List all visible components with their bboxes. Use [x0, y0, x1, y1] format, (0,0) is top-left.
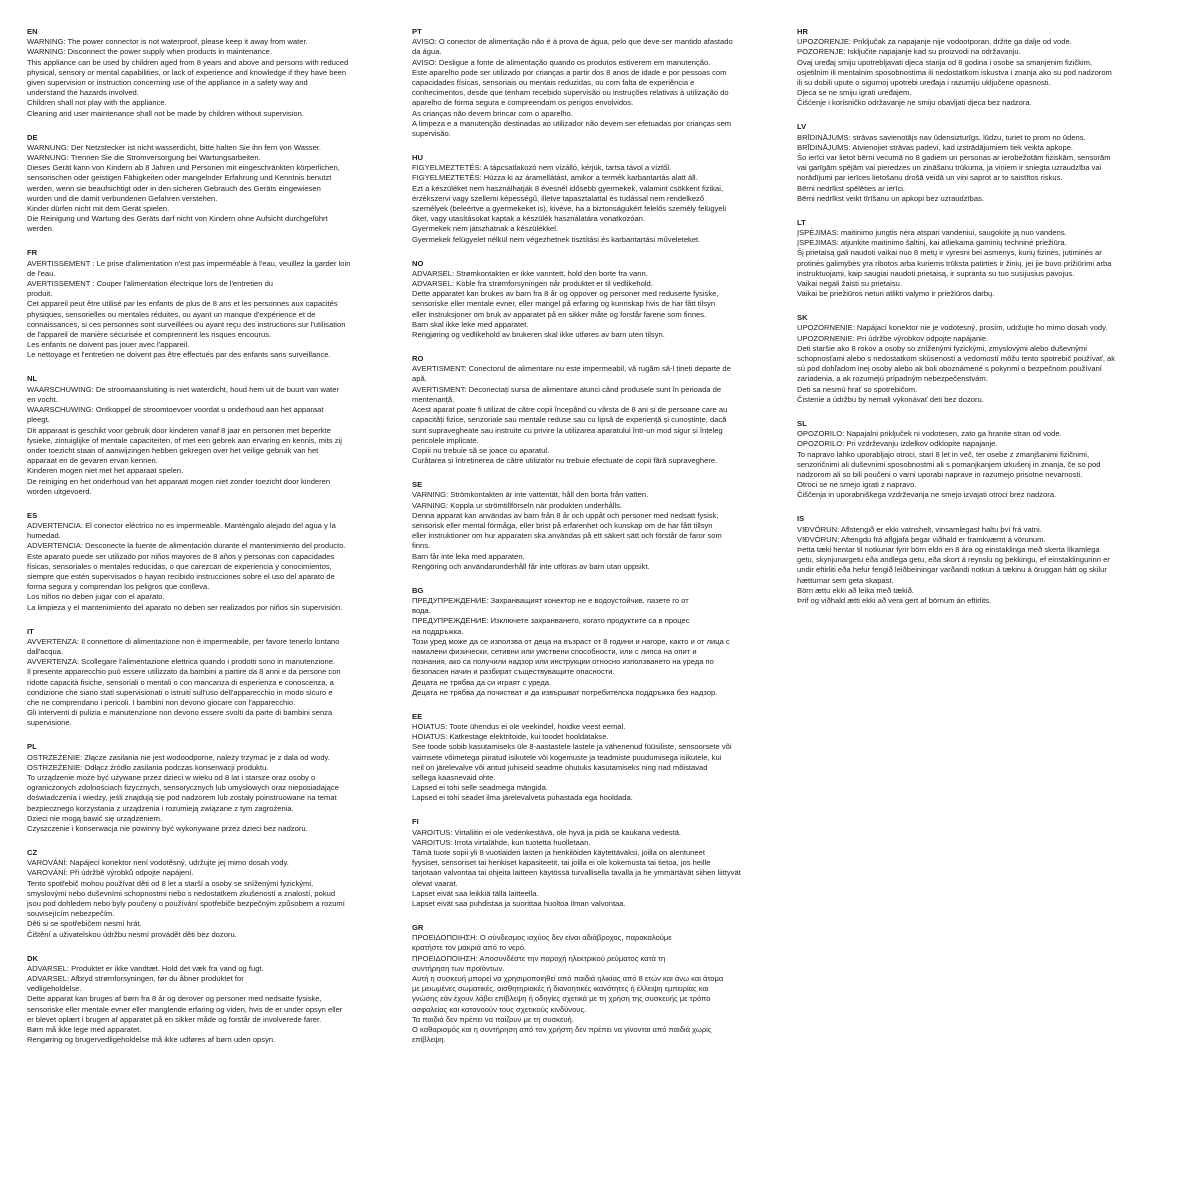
- warning-text-line: Rengjøring og vedlikehold av brukeren skal ikke utføres av barn uten tilsyn.: [412, 330, 665, 340]
- warning-text-line: Children shall not play with the appliance.: [27, 98, 167, 108]
- warning-text-line: Kinder dürfen nicht mit dem Gerät spielen.: [27, 204, 170, 214]
- warning-text-line: sensorisk eller mental förmåga, eller brist på erfarenhet och kunskap om de har fått tillsyn: [412, 520, 713, 530]
- warning-text-line: vai garīgām spējām vai pieredzes un zināšanu trūkuma, ja viņiem ir sniegta uzraudzība vai: [797, 163, 1102, 173]
- warning-text-line: érzékszervi vagy szellemi képességű, illetve tapasztalattal és tudással nem rendelkező: [412, 193, 705, 203]
- warning-text-line: на поддръжка.: [412, 626, 464, 636]
- warning-text-line: hætturnar sem geta skapast.: [797, 575, 894, 585]
- language-section-fr: [27, 248, 395, 360]
- warning-text-line: Þetta tæki hentar til notkunar fyrir börn eldri en 8 ára og einstaklinga með skerta líkamlega: [797, 544, 1100, 554]
- warning-text-line: VIÐVÖRUN: Aftengdu frá aflgjafa þegar viðhald er framkvæmt á vörunum.: [797, 534, 1046, 544]
- warning-text-line: produit.: [27, 289, 53, 299]
- warning-text-line: senzoričnimi ali duševnimi sposobnostmi ali s pomanjkanjem izkušenj in znanja, če so pod: [797, 459, 1101, 469]
- warning-text-line: VIÐVÖRUN: Aflstengið er ekki vatnshelt, vinsamlegast haltu því frá vatni.: [797, 524, 1042, 534]
- warning-text-line: Čišćenje i korisničko održavanje ne smiju obavljati djeca bez nadzora.: [797, 98, 1032, 108]
- warning-text-line: VAROVÁNÍ: Při údržbě výrobků odpojte napájení.: [27, 868, 194, 878]
- language-section-bg: [412, 586, 780, 698]
- language-code: BG: [412, 585, 424, 595]
- warning-text-line: condizione che siano stati supervisionati o istruiti sull'uso dell'apparecchio in modo sicuro e: [27, 687, 333, 697]
- language-section-ee: [412, 712, 780, 804]
- warning-text-line: A limpeza e a manutenção destinadas ao utilizador não devem ser efetuadas por crianças sem: [412, 118, 732, 128]
- warning-text-line: AVERTISSEMENT : Le prise d'alimentation n'est pas imperméable à l'eau, veuillez la garder loin: [27, 258, 351, 268]
- warning-text-line: Rengöring och användarunderhåll får inte utföras av barn utan uppsikt.: [412, 561, 650, 571]
- warning-text-line: Dette apparatet kan brukes av barn fra 8 år og oppover og personer med reduserte fysiske,: [412, 289, 719, 299]
- warning-text-line: Deti staršie ako 8 rokov a osoby so zníženými fyzickými, zmyslovými alebo duševnými: [797, 343, 1087, 353]
- language-section-sk: [797, 313, 1173, 405]
- warning-text-line: Rengøring og brugervedligeholdelse må ikke udføres af børn uden opsyn.: [27, 1035, 276, 1045]
- warning-text-line: OPOZORILO: Napajalni priključek ni vodotesen, zato ga hranite stran od vode.: [797, 429, 1062, 439]
- warning-text-line: de l'appareil de manière sécurisée et comprennent les risques encourus.: [27, 330, 272, 340]
- language-code: LV: [797, 122, 807, 132]
- language-section-es: [27, 511, 395, 613]
- warning-text-line: wurden und die damit verbundenen Gefahren verstehen.: [27, 193, 218, 203]
- warning-text-line: norādījumi par ierīces lietošanu drošā veidā un viņi saprot ar to saistītos riskus.: [797, 173, 1063, 183]
- warning-text-line: Los niños no deben jugar con el aparato.: [27, 592, 165, 602]
- warning-text-line: sensoriske eller mentale evner eller manglende erfaring og viden, hvis de er under opsyn eller: [27, 1004, 343, 1014]
- warning-text-line: siempre que estén supervisados o hayan recibido instrucciones sobre el uso del aparato de: [27, 571, 335, 581]
- language-code: EE: [412, 711, 423, 721]
- warning-text-line: με μειωμένες σωματικές, αισθητηριακές ή διανοητικές ικανότητες ή έλλειψη εμπειρίας και: [412, 984, 709, 994]
- warning-text-line: AVVERTENZA: Scollegare l'alimentazione elettrica quando i prodotti sono in manutenzione.: [27, 657, 336, 667]
- warning-text-line: намалени физически, сетивни или умствени способности, или с липса на опит и: [412, 646, 697, 656]
- language-code: EN: [27, 27, 38, 36]
- warning-text-line: Vaikai negali žaisti su prietaisu.: [797, 279, 902, 289]
- warning-text-line: Tento spotřebič mohou používat děti od 8 let a starší a osoby se sníženými fyzickými,: [27, 878, 314, 888]
- warning-text-line: ADVARSEL: Koble fra strømforsyningen når produktet er til vedlikehold.: [412, 279, 653, 289]
- warning-text-line: VAROITUS: Irrota virtalähde, kun tuotetta huolletaan.: [412, 837, 591, 847]
- warning-text-line: Šo ierīci var lietot bērni vecumā no 8 gadiem un personas ar ierobežotām fiziskām, sensorām: [797, 153, 1111, 163]
- language-code: NO: [412, 258, 424, 268]
- warning-text-line: επίβλεψη.: [412, 1035, 446, 1045]
- warning-text-line: ADVARSEL: Produktet er ikke vandtæt. Hold det væk fra vand og fugt.: [27, 963, 264, 973]
- warning-text-line: вода.: [412, 606, 431, 616]
- language-code: PL: [27, 742, 37, 752]
- language-section-it: [27, 627, 395, 729]
- warning-text-line: de l'eau.: [27, 268, 56, 278]
- warning-text-line: To napravo lahko uporabljajo otroci, stari 8 let in več, ter osebe z zmanjšanimi fizičnimi,: [797, 449, 1090, 459]
- language-code: IS: [797, 514, 805, 524]
- warning-text-line: ĮSPĖJIMAS: maitinimo jungtis nėra atspari vandeniui, saugokite ją nuo vandens.: [797, 228, 1067, 238]
- warning-text-line: pleegt.: [27, 415, 50, 425]
- language-section-pl: [27, 742, 395, 834]
- warning-text-line: capacidades físicas, sensoriais ou mentais reduzidas, ou com falta de experiência e: [412, 78, 695, 88]
- warning-text-line: POZORENJE: Isključite napajanje kad su proizvodi na održavanju.: [797, 47, 1021, 57]
- warning-text-line: forma segura y comprendan los peligros que conlleva.: [27, 582, 210, 592]
- warning-text-line: supervisão.: [412, 129, 451, 139]
- warning-text-line: understand the hazards involved.: [27, 88, 139, 98]
- language-code: HU: [412, 153, 423, 163]
- warning-text-line: To urządzenie może być używane przez dzieci w wieku od 8 lat i starsze oraz osoby o: [27, 772, 316, 782]
- warning-text-line: worden uitgevoerd.: [27, 486, 92, 496]
- warning-text-line: Čistenie a údržbu by nemali vykonávať deti bez dozoru.: [797, 394, 984, 404]
- warning-text-line: Cet appareil peut être utilisé par les enfants de plus de 8 ans et les personnes aux capacités: [27, 299, 338, 309]
- warning-text-line: Die Reinigung und Wartung des Geräts darf nicht von Kindern ohne Aufsicht durchgeführt: [27, 214, 328, 224]
- warning-text-line: WAARSCHUWING: Ontkoppel de stroomtoevoer voordat u onderhoud aan het apparaat: [27, 405, 324, 415]
- warning-text-line: OSTRZEŻENIE: Odłącz źródło zasilania podczas konserwacji produktu.: [27, 762, 269, 772]
- warning-text-line: Tämä tuote sopii yli 8 vuotiaiden lasten ja henkilöiden käytettäväksi, joilla on alentuneet: [412, 848, 705, 857]
- warning-text-line: Czyszczenie i konserwacja nie powinny być wykonywane przez dzieci bez nadzoru.: [27, 824, 308, 833]
- warning-text-line: physiques, sensorielles ou mentales réduites, ou ayant un manque d'expérience et de: [27, 309, 316, 319]
- warning-text-line: Lapsed ei tohi seadet ilma järelevalveta puhastada ega hooldada.: [412, 793, 633, 803]
- warning-text-line: osjetilnim ili mentalnim sposobnostima ili nedostatkom iskustva i znanja ako su pod nadzorom: [797, 67, 1112, 77]
- warning-text-line: apă.: [412, 374, 427, 384]
- warning-text-line: Les enfants ne doivent pas jouer avec l'appareil.: [27, 340, 190, 350]
- warning-text-line: Acest aparat poate fi utilizat de către copii începând cu vârsta de 8 ani și de persoane care au: [412, 405, 728, 415]
- warning-text-line: ĮSPĖJIMAS: atjunkite maitinimo šaltinį, kai atliekama gaminių techninė priežiūra.: [797, 238, 1067, 248]
- warning-text-line: Lapsed ei tohi selle seadmega mängida.: [412, 783, 548, 793]
- warning-text-line: AVERTISMENT: Conectorul de alimentare nu este impermeabil, vă rugăm să-l țineți departe de: [412, 364, 731, 374]
- warning-text-line: ridotte capacità fisiche, sensoriali o mentali o con mancanza di esperienza e conoscenza, a: [27, 677, 334, 687]
- warning-text-line: capacități fizice, senzoriale sau mentale reduse sau cu lipsă de experiență și cunoștințe, dacă: [412, 415, 727, 425]
- warning-text-line: See toode sobib kasutamiseks üle 8-aastastele lastele ja vähenenud füüsiliste, sensoorsete või: [412, 742, 732, 752]
- warning-text-line: físicas, sensoriales o mentales reducidas, o que carezcan de experiencia y conocimientos,: [27, 561, 332, 571]
- language-section-hu: [412, 153, 780, 245]
- warning-text-line: neil on järelevalve või antud juhiseid seadme ohutuks kasutamiseks ning nad mõistavad: [412, 762, 708, 772]
- warning-text-line: eller instruksjoner om bruk av apparatet på en sikker måte og forstår farene som finnes.: [412, 309, 707, 319]
- warning-text-line: FIGYELMEZTETÉS: Húzza ki az áramellátást, amikor a termék karbantartás alatt áll.: [412, 173, 698, 183]
- warning-text-line: Cleaning and user maintenance shall not be made by children without supervision.: [27, 108, 304, 118]
- language-section-de: [27, 133, 395, 235]
- warning-text-line: aparelho de forma segura e compreendam os perigos envolvidos.: [412, 98, 634, 108]
- warning-text-line: As crianças não devem brincar com o aparelho.: [412, 108, 573, 118]
- warning-text-line: onder toezicht staan of aanwijzingen hebben gekregen over het veilige gebruik van het: [27, 445, 319, 455]
- warning-text-line: Dzieci nie mogą bawić się urządzeniem.: [27, 813, 163, 823]
- warning-text-line: Šį prietaisą gali naudoti vaikai nuo 8 metų ir vyresni bei asmenys, kurių fizinės, jutiminės ar: [797, 248, 1102, 258]
- warning-text-line: ΠΡΟΕΙΔΟΠΟΙΗΣΗ: Ο σύνδεσμος ισχύος δεν είναι αδιάβροχος, παρακαλούμε: [412, 933, 672, 943]
- warning-text-line: Αυτή η συσκευή μπορεί να χρησιμοποιηθεί από παιδιά ηλικίας από 8 ετών και άνω και άτομα: [412, 974, 724, 984]
- warning-text-line: ili su dobili upute o sigurnoj upotrebi uređaja i razumiju uključene opasnosti.: [797, 78, 1051, 88]
- warning-text-line: UPOZORNENIE: Napájací konektor nie je vodotesný, prosím, udržujte ho mimo dosah vody.: [797, 323, 1108, 333]
- language-code: FI: [412, 817, 419, 827]
- warning-text-line: che ne comprendano i pericoli. I bambini non devono giocare con l'apparecchio.: [27, 697, 296, 707]
- language-code: SK: [797, 313, 808, 323]
- warning-text-line: WARNING: The power connector is not waterproof, please keep it away from water.: [27, 37, 308, 47]
- warning-text-line: connaissances, si ces personnes sont surveillées ou ayant reçu des instructions sur l'utilisation: [27, 319, 346, 329]
- warning-text-line: Deti sa nesmú hrať so spotrebičom.: [797, 384, 918, 394]
- warning-text-line: AVERTISMENT: Deconectați sursa de alimentare atunci când produsele sunt în perioada de: [412, 384, 722, 394]
- language-section-dk: [27, 954, 395, 1046]
- language-section-gr: [412, 923, 780, 1045]
- warning-text-line: Gyermekek felügyelet nélkül nem végezhetnek tisztítási és karbantartási műveleteket.: [412, 234, 701, 244]
- warning-text-line: HOIATUS: Katkestage elektritoide, kui toodet hooldatakse.: [412, 732, 609, 742]
- language-section-cz: [27, 848, 395, 940]
- language-code: LT: [797, 217, 806, 227]
- warning-text-line: apparaat en de gevaren ervan kennen.: [27, 456, 158, 466]
- warning-text-line: ΠΡΟΕΙΔΟΠΟΙΗΣΗ: Αποσυνδέστε την παροχή ηλεκτρικού ρεύματος κατά τη: [412, 953, 666, 963]
- warning-text-line: sú pod dohľadom inej osoby alebo ak boli oboznámené s pokynmi o bezpečnom používaní: [797, 364, 1102, 374]
- warning-text-line: Децата не трябва да си играят с уреда.: [412, 677, 552, 687]
- warning-text-line: sellega kaasnevaid ohte.: [412, 772, 496, 782]
- warning-text-line: Djeca se ne smiju igrati uređajem.: [797, 88, 912, 98]
- warning-text-line: συντήρηση των προϊόντων.: [412, 963, 505, 973]
- warning-text-line: Děti si se spotřebičem nesmí hrát.: [27, 919, 142, 929]
- warning-text-line: schopnosťami alebo s nedostatkom skúseností a vedomostí môžu tento spotrebič používať, ak: [797, 354, 1116, 364]
- warning-text-line: smyslovými nebo duševními schopnostmi nebo s nedostatkem zkušeností a znalostí, pokud: [27, 888, 336, 898]
- warning-text-line: given supervision or instruction concerning use of the appliance in a safety way and: [27, 78, 308, 88]
- warning-text-line: fysieke, zintuiglijke of mentale capaciteiten, of met een gebrek aan ervaring en kennis, mits zij: [27, 435, 342, 445]
- language-section-lv: [797, 122, 1173, 204]
- warning-text-line: De reiniging en het onderhoud van het apparaat mogen niet zonder toezicht door kinderen: [27, 476, 331, 486]
- warning-text-line: VARNING: Koppla ur strömtillförseln när produkten underhålls.: [412, 500, 623, 510]
- language-code: IT: [27, 626, 34, 636]
- column-left: [27, 27, 395, 1059]
- column-right: [797, 27, 1173, 620]
- warning-text-line: γνώσης εάν έχουν λάβει επίβλεψη ή οδηγίες σχετικά με τη χρήση της συσκευής με τρόπο: [412, 994, 711, 1004]
- warning-text-line: physical, sensory or mental capabilities, or lack of experience and knowledge if they have been: [27, 67, 347, 77]
- warning-text-line: AVERTISSEMENT : Couper l'alimentation électrique lors de l'entretien du: [27, 279, 274, 289]
- language-code: GR: [412, 923, 424, 933]
- warning-text-line: olevat vaarat.: [412, 878, 458, 888]
- warning-text-line: souvisejícím nebezpečím.: [27, 909, 115, 919]
- warning-text-line: Børn må ikke lege med apparatet.: [27, 1025, 142, 1035]
- warning-text-line: ograniczonych zdolnościach fizycznych, sensorycznych lub umysłowych oraz nieposiadające: [27, 783, 339, 793]
- warning-text-line: Dit apparaat is geschikt voor gebruik door kinderen vanaf 8 jaar en personen met beperkte: [27, 425, 331, 435]
- warning-text-line: безопасен начин и разбират съществуващите опасности.: [412, 667, 615, 677]
- warning-text-line: doświadczenia i wiedzy, jeśli znajdują się pod nadzorem lub zostały poinstruowane na temat: [27, 793, 337, 803]
- language-section-pt: [412, 27, 780, 139]
- warning-text-line: Curățarea și întreținerea de către utilizator nu trebuie efectuate de copii fără supraveghere.: [412, 456, 718, 466]
- warning-text-line: AVVERTENZA: Il connettore di alimentazione non è impermeabile, per favore tenerlo lontano: [27, 636, 340, 646]
- warning-text-line: ADVARSEL: Strømkontakten er ikke vanntett, hold den borte fra vann.: [412, 268, 648, 278]
- language-section-hr: [797, 27, 1173, 109]
- warning-text-line: BRĪDINĀJUMS: strāvas savienotājs nav ūdensizturīgs, lūdzu, turiet to prom no ūdens.: [797, 132, 1086, 142]
- warning-text-line: Ezt a készüléket nem használhatják 8 évesnél idősebb gyermekek, valamint csökkent fizikai,: [412, 183, 724, 193]
- language-code: RO: [412, 354, 424, 364]
- warning-text-line: pericolele implicate.: [412, 435, 479, 445]
- warning-text-line: sensoriske eller mentale evner, eller mangel på erfaring og kunnskap hvis de har fått tilsyn: [412, 299, 716, 309]
- warning-text-line: fyysiset, sensoriset tai henkiset kapasiteetit, tai joilla ei ole kokemusta tai tietoa, jos heille: [412, 858, 711, 868]
- warning-text-line: Copiii nu trebuie să se joace cu aparatul.: [412, 445, 550, 455]
- warning-text-line: eller instruktioner om hur apparaten ska användas på ett säkert sätt och förstår de faror som: [412, 531, 722, 541]
- warning-text-line: werden.: [27, 224, 55, 234]
- warning-text-line: Barn får inte leka med apparaten.: [412, 551, 525, 561]
- warning-text-line: supervisione.: [27, 718, 72, 728]
- warning-text-line: humedad.: [27, 531, 61, 541]
- warning-text-line: La limpieza y el mantenimiento del aparato no deben ser realizados por niños sin supervisión.: [27, 602, 343, 612]
- warning-text-line: VAROVÁNÍ: Napájecí konektor není vodotěsný, udržujte jej mimo dosah vody.: [27, 858, 289, 868]
- warning-text-line: Il presente apparecchio può essere utilizzato da bambini a partire da 8 anni e da persone con: [27, 667, 341, 677]
- warning-text-line: ADVARSEL: Afbryd strømforsyningen, før du åbner produktet for: [27, 974, 244, 984]
- warning-text-line: UPOZORENJE: Priključak za napajanje nije vodootporan, držite ga dalje od vode.: [797, 37, 1072, 47]
- warning-text-line: познания, ако са получили надзор или инструкции относно използването на уреда по: [412, 657, 714, 667]
- language-code: HR: [797, 27, 808, 36]
- warning-text-line: AVISO: Desligue a fonte de alimentação quando os produtos estiverem em manutenção.: [412, 57, 711, 67]
- warning-text-line: AVISO: O conector de alimentação não é à prova de água, pelo que deve ser mantido afastado: [412, 37, 733, 47]
- warning-text-line: Ο καθαρισμός και η συντήρηση από τον χρήστη δεν πρέπει να γίνονται από παιδιά χωρίς: [412, 1025, 712, 1035]
- warning-text-line: Децата не трябва да почистват и да извършват потребителска поддръжка без надзор.: [412, 687, 718, 697]
- warning-text-line: This appliance can be used by children aged from 8 years and above and persons with reduced: [27, 57, 349, 67]
- language-section-nl: [27, 374, 395, 496]
- warning-text-line: Denna apparat kan användas av barn från 8 år och uppåt och personer med nedsatt fysisk,: [412, 510, 719, 520]
- warning-text-line: WARNING: Disconnect the power supply when products in maintenance.: [27, 47, 272, 57]
- warning-text-line: FIGYELMEZTETÉS: A tápcsatlakozó nem vízálló, kérjük, tartsa távol a víztől.: [412, 163, 672, 173]
- warning-text-line: Τα παιδιά δεν πρέπει να παίζουν με τη συσκευή.: [412, 1014, 574, 1024]
- warning-text-line: Este aparelho pode ser utilizado por crianças a partir dos 8 anos de idade e por pessoas com: [412, 67, 727, 77]
- warning-text-line: Lapset eivät saa leikkiä tällä laitteella.: [412, 888, 539, 898]
- warning-text-line: Vaikai be priežiūros neturi atlikti valymo ir priežiūros darbų.: [797, 289, 995, 299]
- warning-text-line: Bērni nedrīkst veikt tīrīšanu un apkopi bez uzraudzības.: [797, 193, 984, 203]
- warning-text-line: ПРЕДУПРЕЖДЕНИЕ: Захранващият конектор не е водоустойчив, пазете го от: [412, 595, 689, 605]
- warning-text-line: Þrif og viðhald ætti ekki að vera gert af börnum án eftirlits.: [797, 595, 992, 605]
- warning-text-line: Ovaj uređaj smiju upotrebljavati djeca starija od 8 godina i osobe sa smanjenim fizičkim,: [797, 57, 1093, 67]
- warning-text-line: vaimsete võimetega piiratud isikutele või kogemuste ja teadmiste puudumisega isikutele, kui: [412, 752, 722, 762]
- warning-text-line: sensorischen oder geistigen Fähigkeiten oder mangelnder Erfahrung und Kenntnis benutzt: [27, 173, 332, 183]
- warning-text-line: ασφαλείας και κατανοούν τους σχετικούς κινδύνους.: [412, 1004, 587, 1014]
- warning-text-line: Kinderen mogen niet met het apparaat spelen.: [27, 466, 184, 476]
- warning-text-line: mentenanță.: [412, 394, 455, 404]
- warning-text-line: dall'acqua.: [27, 646, 64, 656]
- warning-text-line: en vocht.: [27, 394, 58, 404]
- warning-text-line: ПРЕДУПРЕЖДЕНИЕ: Изключете захранването, когато продуктите са в процес: [412, 616, 690, 626]
- warning-text-line: jsou pod dohledem nebo byly poučeny o používání spotřebiče bezpečným způsobem a rozumí: [27, 899, 345, 909]
- warning-text-line: er blevet oplært i brugen af apparatet på en sikker måde og forstår de involverede farer.: [27, 1014, 322, 1024]
- warning-text-line: VARNING: Strömkontakten är inte vattentät, håll den borta från vatten.: [412, 490, 649, 500]
- warning-text-line: HOIATUS: Toote ühendus ei ole veekindel, hoidke veest eemal.: [412, 721, 626, 731]
- warning-text-line: WARNUNG: Der Netzstecker ist nicht wasserdicht, bitte halten Sie ihn fern von Wasser.: [27, 142, 322, 152]
- language-code: PT: [412, 27, 422, 36]
- language-code: NL: [27, 374, 38, 384]
- language-code: FR: [27, 248, 38, 258]
- language-section-en: [27, 27, 395, 119]
- warning-text-line: Čištění a uživatelskou údržbu nesmí provádět děti bez dozoru.: [27, 929, 237, 939]
- language-section-lt: [797, 218, 1173, 300]
- warning-text-line: személyek (beleértve a gyermekeket is), kivéve, ha a biztonságukért felelős személy felügyeli: [412, 204, 727, 214]
- warning-text-line: Le nettoyage et l'entretien ne doivent pas être effectués par des enfants sans surveillance.: [27, 350, 331, 360]
- warning-text-line: conhecimentos, desde que tenham recebido supervisão ou instruções relativas à utilização do: [412, 88, 729, 98]
- language-section-sl: [797, 419, 1173, 501]
- warning-text-line: Lapset eivät saa puhdistaa ja suorittaa huoltoa ilman valvontaa.: [412, 899, 626, 909]
- language-section-is: [797, 514, 1173, 606]
- warning-text-line: protinės galimybės yra ribotos arba kuriems trūksta patirties ir žinių, jei jie buvo prižiūrimi arba: [797, 258, 1112, 268]
- language-code: ES: [27, 510, 38, 520]
- warning-text-line: Este aparato puede ser utilizado por niños mayores de 8 años y personas con capacidades: [27, 551, 335, 561]
- warning-text-line: Dieses Gerät kann von Kindern ab 8 Jahren und Personen mit eingeschränkten körperlichen,: [27, 163, 340, 173]
- warning-text-line: UPOZORNENIE: Pri údržbe výrobkov odpojte napájanie.: [797, 333, 989, 343]
- warning-text-line: da água.: [412, 47, 442, 57]
- warning-text-line: vedligeholdelse.: [27, 984, 82, 994]
- warning-text-line: nadzorom ali so bili poučeni o varni uporabi naprave in razumejo prisotne nevarnosti.: [797, 469, 1083, 479]
- warning-text-line: undir eftirliti eða hefur fengið leiðbeiningar varðandi notkun á tækinu á öruggan hátt og skilur: [797, 565, 1107, 575]
- warning-text-line: zariadenia, a ak rozumejú prípadným nebezpečenstvám.: [797, 374, 988, 384]
- warning-text-line: OSTRZEŻENIE: Złącze zasilania nie jest wodoodporne, należy trzymać je z dala od wody.: [27, 752, 330, 762]
- warning-text-line: finns.: [412, 541, 431, 551]
- warning-text-line: WARNUNG: Trennen Sie die Stromversorgung bei Wartungsarbeiten.: [27, 153, 261, 163]
- warning-text-line: ADVERTENCIA: El conector eléctrico no es impermeable. Manténgalo alejado del agua y la: [27, 520, 336, 530]
- warning-text-line: bezpiecznego korzystania z urządzenia i rozumieją związane z tym zagrożenia.: [27, 803, 294, 813]
- warning-text-line: őket, vagy utasításokat kaptak a készülék használatára vonatkozóan.: [412, 214, 646, 224]
- language-code: DK: [27, 953, 38, 963]
- language-code: SL: [797, 418, 807, 428]
- warning-text-line: Този уред може да се използва от деца на възраст от 8 години и нагоре, както и от лица с: [412, 636, 730, 646]
- warning-text-line: WAARSCHUWING: De stroomaansluiting is niet waterdicht, houd hem uit de buurt van water: [27, 384, 340, 394]
- warning-text-line: ADVERTENCIA: Desconecte la fuente de alimentación durante el mantenimiento del producto.: [27, 541, 346, 551]
- warning-text-line: getu, skynjunargetu eða andlega getu, eða skort á reynslu og þekkingu, ef einstaklingurinn er: [797, 555, 1110, 565]
- warning-text-line: tarjotaan valvontaa tai ohjeita laitteen käytössä turvallisella tavalla ja he ymmärtävät siihen liittyvät: [412, 868, 741, 878]
- warning-text-line: Bērni nedrīkst spēlēties ar ierīci.: [797, 183, 906, 193]
- warning-text-line: Otroci se ne smejo igrati z napravo.: [797, 480, 917, 490]
- language-section-fi: [412, 817, 780, 909]
- warning-text-line: Gyermekek nem játszhatnak a készülékkel.: [412, 224, 559, 234]
- warning-text-line: Dette apparat kan bruges af børn fra 8 år og derover og personer med nedsatte fysiske,: [27, 994, 322, 1004]
- language-section-ro: [412, 354, 780, 466]
- column-middle: [412, 27, 780, 1059]
- warning-text-line: Barn skal ikke leke med apparatet.: [412, 319, 529, 329]
- language-section-no: [412, 259, 780, 341]
- warning-text-line: instruktuojami, kaip saugiai naudoti prietaisą, ir supranta su tuo susijusius pavojus.: [797, 268, 1075, 278]
- language-code: SE: [412, 480, 423, 490]
- warning-text-line: werden, wenn sie beaufsichtigt oder in den sicheren Gebrauch des Geräts eingewiesen: [27, 183, 321, 193]
- language-section-se: [412, 480, 780, 572]
- warning-text-line: OPOZORILO: Pri vzdrževanju izdelkov odklopite napajanje.: [797, 439, 998, 449]
- warning-text-line: sunt supravegheate sau instruite cu privire la utilizarea aparatului într-un mod sigur și înțeleg: [412, 425, 723, 435]
- warning-text-line: VAROITUS: Virtaliitin ei ole vedenkestävä, ole hyvä ja pidä se kaukana vedestä.: [412, 827, 682, 837]
- warning-text-line: κρατήστε τον μακριά από το νερό.: [412, 943, 527, 953]
- language-code: CZ: [27, 848, 38, 857]
- warning-text-line: Gli interventi di pulizia e manutenzione non devono essere svolti da parte di bambini senza: [27, 708, 333, 718]
- language-code: DE: [27, 132, 38, 142]
- warning-text-line: Börn ættu ekki að leika með tækið.: [797, 585, 914, 595]
- warning-text-line: BRĪDINĀJUMS: Atvienojiet strāvas padevi, kad izstrādājumiem tiek veikta apkope.: [797, 142, 1074, 152]
- warning-text-line: Čiščenja in uporabniškega vzdrževanja ne smejo izvajati otroci brez nadzora.: [797, 490, 1057, 500]
